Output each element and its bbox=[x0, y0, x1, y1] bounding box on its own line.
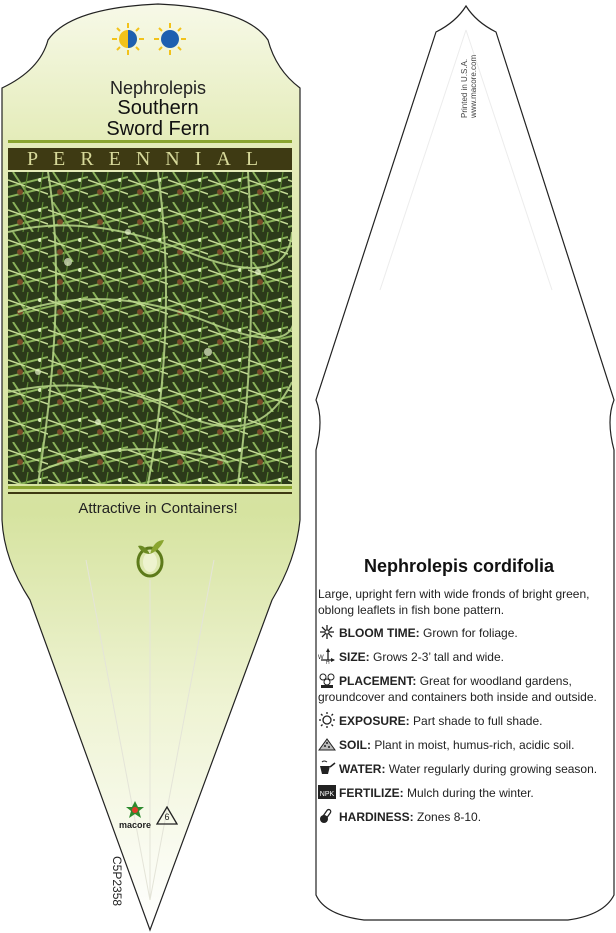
plant-photo bbox=[8, 172, 292, 484]
sun-icons bbox=[112, 22, 192, 56]
attr-placement: PLACEMENT: Great for woodland gardens, groundcover and containers both inside and outside. bbox=[318, 674, 597, 704]
attr-hardiness: HARDINESS: Zones 8-10. bbox=[318, 808, 600, 825]
genus-name: Nephrolepis bbox=[109, 78, 207, 98]
sun-shade-icon bbox=[154, 23, 186, 55]
sun-partial-icon bbox=[112, 23, 144, 55]
description: Large, upright fern with wide fronds of bright green, oblong leaflets in fish bone pattern. bbox=[318, 587, 590, 617]
attr-water: WATER: Water regularly during growing season. bbox=[318, 760, 600, 777]
item-code: C5P2358 bbox=[110, 856, 124, 907]
attr-soil: SOIL: Plant in moist, humus-rich, acidic soil. bbox=[318, 736, 600, 753]
seedling-icon bbox=[134, 534, 166, 578]
recycle-number: 6 bbox=[164, 812, 170, 822]
recycle-icon bbox=[156, 806, 178, 826]
attr-fertilize: NPK FERTILIZE: Mulch during the winter. bbox=[319, 786, 534, 800]
common-name-line2: Sword Fern bbox=[106, 118, 210, 140]
attr-bloom: BLOOM TIME: Grown for foliage. bbox=[318, 624, 600, 641]
size-icon bbox=[318, 648, 336, 664]
attr-size: W H SIZE: Grows 2-3’ tall and wide. bbox=[318, 650, 504, 664]
website: www.macore.com bbox=[469, 54, 478, 118]
printed-info bbox=[460, 55, 478, 118]
size-icon-w: W bbox=[318, 655, 324, 661]
macore-logo bbox=[118, 800, 152, 832]
brand-name: macore bbox=[118, 820, 152, 830]
printed-in: Printed in U.S.A. bbox=[460, 58, 469, 118]
exposure-icon bbox=[318, 712, 336, 728]
attr-exposure: EXPOSURE: Part shade to full shade. bbox=[318, 712, 600, 729]
water-icon bbox=[318, 760, 336, 776]
placement-icon bbox=[318, 672, 336, 688]
soil-icon bbox=[318, 736, 336, 752]
category-band: PERENNIAL bbox=[8, 148, 292, 170]
bloom-icon bbox=[318, 624, 336, 640]
fertilize-icon bbox=[318, 784, 336, 800]
botanical-name: Nephrolepis cordifolia bbox=[363, 556, 555, 576]
npk-label: NPK bbox=[319, 791, 335, 798]
care-info bbox=[318, 556, 600, 832]
tagline: Attractive in Containers! bbox=[78, 500, 238, 517]
common-name bbox=[40, 98, 276, 140]
size-icon-h: H bbox=[326, 660, 330, 664]
common-name-line1: Southern bbox=[117, 97, 199, 119]
hardiness-icon bbox=[318, 808, 336, 824]
